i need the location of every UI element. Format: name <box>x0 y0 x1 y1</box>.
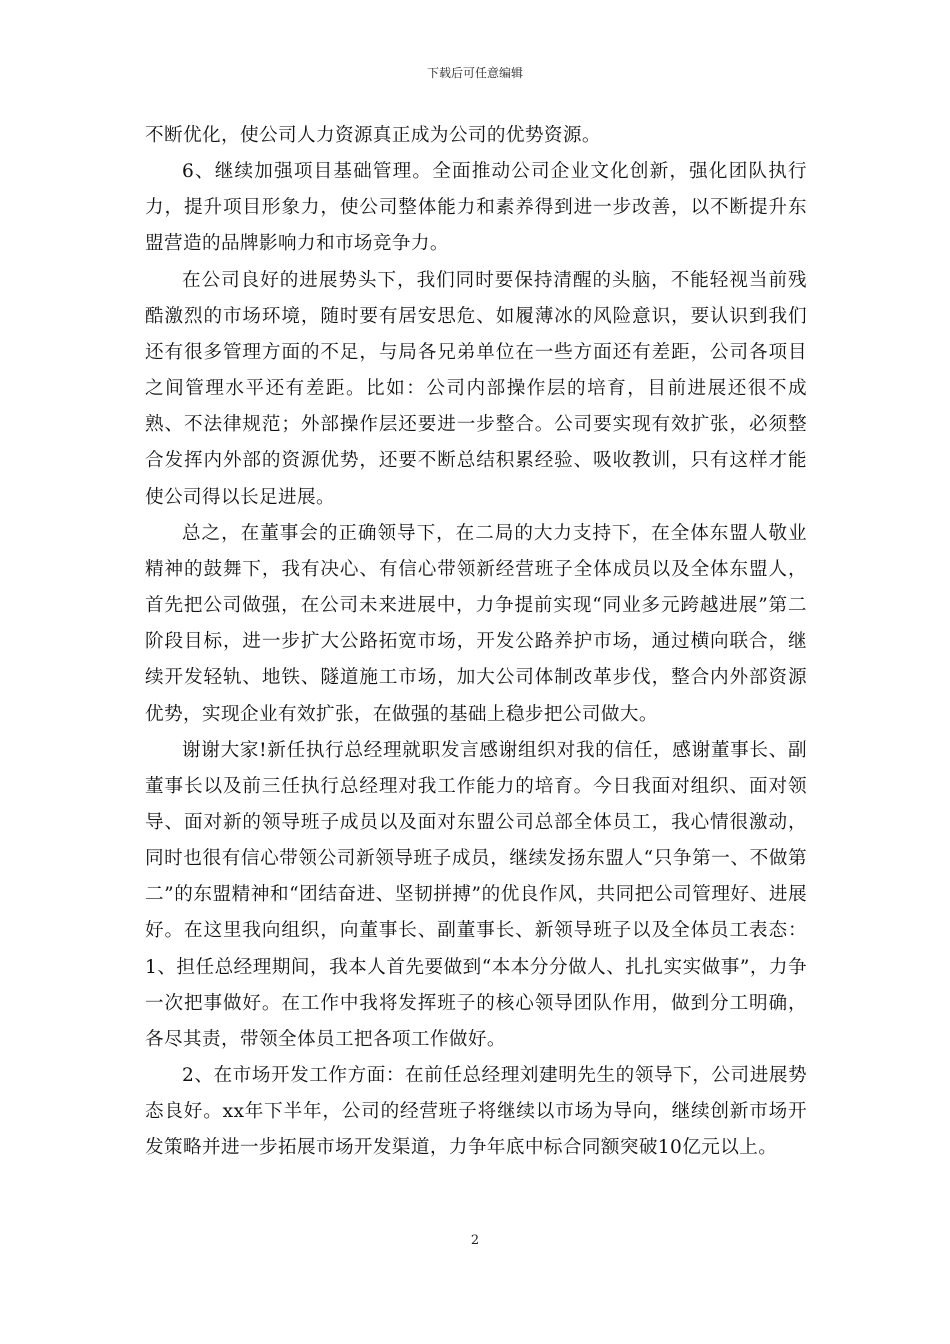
paragraph: 谢谢大家!新任执行总经理就职发言感谢组织对我的信任，感谢董事长、副董事长以及前三任执行总经理对我工作能力的培育。今日我面对组织、面对领导、面对新的领导班子成员以及面对东盟公司总部全体员工，我心情很激动，同时也很有信心带领公司新领导班子成员，继续发扬东盟人“只争第一、不做第二”的东盟精神和“团结奋进、坚韧拼搏”的优良作风，共同把公司管理好、进展好。在这里我向组织，向董事长、副董事长、新领导班子以及全体员工表态：1、担任总经理期间，我本人首先要做到“本本分分做人、扎扎实实做事”，力争一次把事做好。在工作中我将发挥班子的核心领导团队作用，做到分工明确，各尽其责，带领全体员工把各项工作做好。 <box>145 739 807 1050</box>
paragraph: 总之，在董事会的正确领导下，在二局的大力支持下，在全体东盟人敬业精神的鼓舞下，我有决心、有信心带领新经营班子全体成员以及全体东盟人，首先把公司做强，在公司未来进展中，力争提前实现“同业多元跨越进展”第二阶段目标，进一步扩大公路拓宽市场，开发公路养护市场，通过横向联合，继续开发轻轨、地铁、隧道施工市场，加大公司体制改革步伐，整合内外部资源优势，实现企业有效扩张，在做强的基础上稳步把公司做大。 <box>145 522 807 725</box>
paragraph: 在公司良好的进展势头下，我们同时要保持清醒的头脑，不能轻视当前残酷激烈的市场环境，随时要有居安思危、如履薄冰的风险意识，要认识到我们还有很多管理方面的不足，与局各兄弟单位在一些方面还有差距，公司各项目之间管理水平还有差距。比如：公司内部操作层的培育，目前进展还很不成熟、不法律规范；外部操作层还要进一步整合。公司要实现有效扩张，必须整合发挥内外部的资源优势，还要不断总结积累经验、吸收教训，只有这样才能使公司得以长足进展。 <box>145 269 807 508</box>
paragraph: 不断优化，使公司人力资源真正成为公司的优势资源。 <box>145 125 601 146</box>
page-header: 下载后可任意编辑 <box>426 66 523 80</box>
document-body <box>145 118 807 1167</box>
paragraph: 2、在市场开发工作方面：在前任总经理刘建明先生的领导下，公司进展势态良好。xx年下半年，公司的经营班子将继续以市场为导向，继续创新市场开发策略并进一步拓展市场开发渠道，力争年底中标合同额突破10亿元以上。 <box>145 1065 807 1159</box>
page-number: 2 <box>470 1233 480 1248</box>
paragraph: 6、继续加强项目基础管理。全面推动公司企业文化创新，强化团队执行力，提升项目形象力，使公司整体能力和素养得到进一步改善，以不断提升东盟营造的品牌影响力和市场竞争力。 <box>145 161 807 255</box>
